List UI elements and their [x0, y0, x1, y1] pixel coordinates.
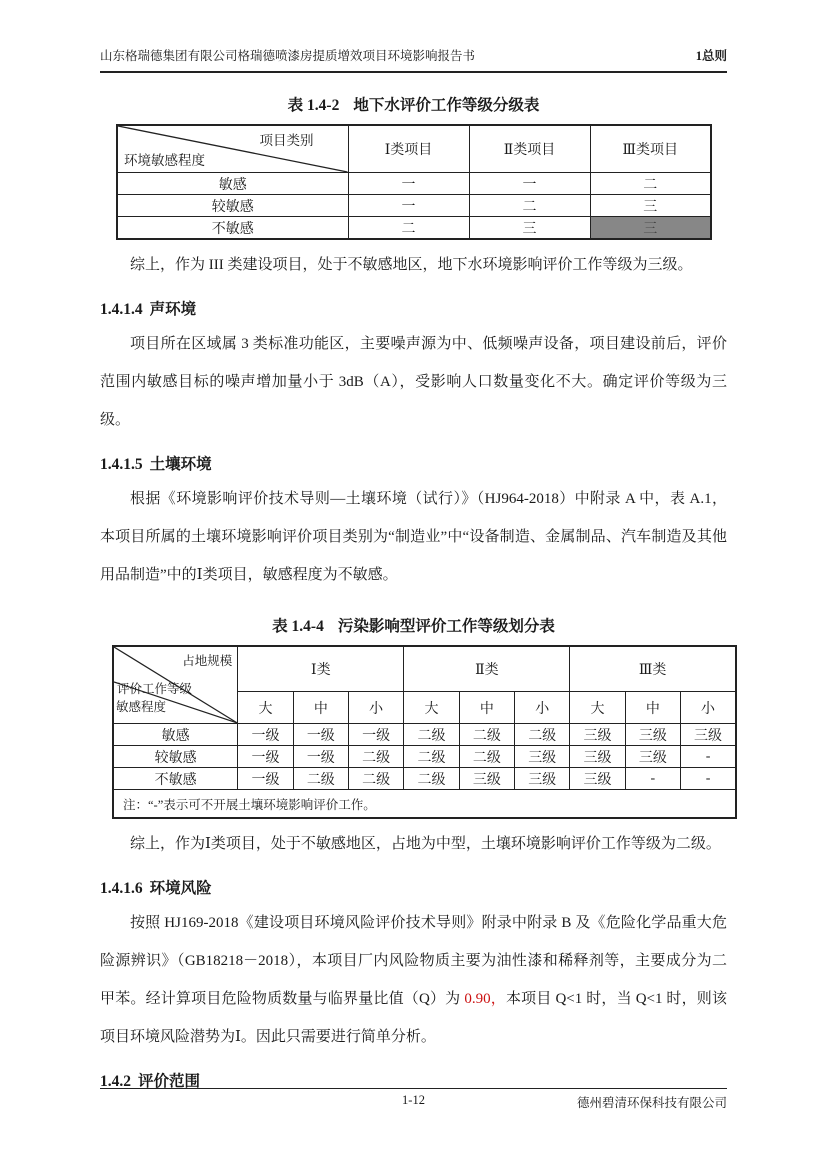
class-header: Ⅱ类 — [404, 646, 570, 692]
row-label: 敏感 — [117, 173, 348, 195]
class-header: Ⅲ类 — [570, 646, 736, 692]
table-cell: 一级 — [238, 724, 293, 746]
table-cell: 一级 — [348, 724, 403, 746]
table-cell: 一 — [348, 195, 469, 217]
table-cell: 二级 — [459, 746, 514, 768]
section-number: 1.4.1.5 — [100, 456, 143, 473]
table-cell: 三级 — [570, 746, 625, 768]
header-report-title: 山东格瑞德集团有限公司格瑞德喷漆房提质增效项目环境影响报告书 — [100, 49, 476, 63]
table-row — [117, 125, 711, 173]
size-header: 中 — [459, 692, 514, 724]
column-header: Ⅲ类项目 — [590, 125, 711, 173]
table-cell: 三级 — [515, 746, 570, 768]
section-number: 1.4.1.6 — [100, 880, 143, 897]
size-header: 中 — [293, 692, 348, 724]
table-cell: 三 — [590, 195, 711, 217]
table-cell: 二级 — [404, 768, 459, 790]
table-soil-title — [100, 614, 727, 636]
table-cell: 三级 — [570, 768, 625, 790]
table-cell: 二 — [590, 173, 711, 195]
size-header: 大 — [404, 692, 459, 724]
table-cell: 三级 — [459, 768, 514, 790]
table-cell: 一级 — [293, 724, 348, 746]
table-cell: 二级 — [293, 768, 348, 790]
paragraph-soil-summary: 综上，作为Ⅰ类项目，处于不敏感地区，占地为中型，土壤环境影响评价工作等级为二级。 — [130, 836, 721, 852]
paragraph-groundwater-summary: 综上，作为 III 类建设项目，处于不敏感地区，地下水环境影响评价工作等级为三级。 — [130, 257, 693, 273]
paragraph-soil: 根据《环境影响评价技术导则—土壤环境（试行）》（HJ964-2018）中附录 A 中，表 A.1，本项目所属的土壤环境影响评价项目类别为“制造业”中“设备制造、金属制品、汽车制造及其他用品制造”中的Ⅰ类项目，敏感程度为不敏感。 — [100, 491, 727, 583]
table-cell: 一 — [348, 173, 469, 195]
section-title: 评价范围 — [138, 1073, 201, 1090]
section-heading-noise — [100, 297, 727, 319]
corner-label-bottom: 敏感程度 — [116, 700, 167, 714]
table-soil-title-text: 污染影响型评价工作等级划分表 — [337, 618, 555, 635]
table-corner-cell — [117, 125, 348, 173]
table-soil-title-number: 表 1.4-4 — [272, 618, 324, 635]
size-header: 小 — [515, 692, 570, 724]
size-header: 小 — [348, 692, 403, 724]
table-row — [117, 217, 711, 240]
corner-label-middle: 评价工作等级 — [117, 682, 193, 696]
table-cell: 三 — [469, 217, 590, 240]
table-cell-highlighted: 三 — [590, 217, 711, 240]
table-cell: 一级 — [238, 768, 293, 790]
row-label: 敏感 — [113, 724, 238, 746]
table-row — [113, 724, 736, 746]
table-cell: - — [625, 768, 680, 790]
header-chapter-label: 1总则 — [695, 49, 727, 63]
table-cell: 三级 — [625, 746, 680, 768]
page-header — [100, 46, 727, 73]
table-cell: 一级 — [293, 746, 348, 768]
table-row — [117, 195, 711, 217]
section-title: 环境风险 — [149, 880, 212, 897]
column-header: Ⅰ类项目 — [348, 125, 469, 173]
table-cell: 一 — [469, 173, 590, 195]
risk-text-after: 本项目 Q<1 时，当 Q<1 时，则该项目环境风险潜势为Ⅰ。因此只需要进行简单分析。 — [100, 991, 727, 1045]
table-cell: - — [681, 746, 736, 768]
table-cell: 二 — [348, 217, 469, 240]
table-cell: 二级 — [404, 724, 459, 746]
table-row — [113, 746, 736, 768]
table-row — [113, 768, 736, 790]
table-cell: 二级 — [348, 746, 403, 768]
class-header: Ⅰ类 — [238, 646, 404, 692]
table-cell: - — [681, 768, 736, 790]
table-row — [113, 646, 736, 692]
table-cell: 三级 — [681, 724, 736, 746]
size-header: 中 — [625, 692, 680, 724]
corner-label-bottom: 环境敏感程度 — [124, 153, 205, 168]
row-label: 不敏感 — [117, 217, 348, 240]
corner-label-top: 项目类别 — [259, 133, 314, 148]
table-soil — [112, 645, 737, 819]
row-label: 较敏感 — [117, 195, 348, 217]
footer-company: 德州碧清环保科技有限公司 — [576, 1096, 727, 1110]
corner-label-top: 占地规模 — [182, 654, 233, 668]
table-cell: 二级 — [404, 746, 459, 768]
section-number: 1.4.1.4 — [100, 301, 143, 318]
section-heading-risk — [100, 876, 727, 898]
paragraph-noise: 项目所在区域属 3 类标准功能区，主要噪声源为中、低频噪声设备，项目建设前后，评价范围内敏感目标的噪声增加量小于 3dB（A），受影响人口数量变化不大。确定评价等级为三级。 — [100, 336, 727, 428]
paragraph-risk — [100, 904, 727, 1056]
table-row — [113, 790, 736, 819]
table-cell: 三级 — [515, 768, 570, 790]
section-title: 土壤环境 — [149, 456, 212, 473]
table-cell: 二 — [469, 195, 590, 217]
section-heading-soil — [100, 452, 727, 474]
section-title: 声环境 — [149, 301, 197, 318]
table-cell: 二级 — [348, 768, 403, 790]
table-corner-cell — [113, 646, 238, 724]
size-header: 大 — [570, 692, 625, 724]
risk-q-value: 0.90， — [464, 991, 506, 1007]
page-footer — [100, 1088, 727, 1111]
column-header: Ⅱ类项目 — [469, 125, 590, 173]
table-note: 注：“-”表示可不开展土壤环境影响评价工作。 — [113, 790, 736, 819]
table-cell: 一级 — [238, 746, 293, 768]
size-header: 大 — [238, 692, 293, 724]
table-groundwater — [116, 124, 712, 240]
table-row — [117, 173, 711, 195]
row-label: 较敏感 — [113, 746, 238, 768]
table-groundwater-title-number: 表 1.4-2 — [287, 97, 340, 114]
risk-text-before: 按照 HJ169-2018《建设项目环境风险评价技术导则》附录中附录 B 及《危险化学品重大危险源辨识》（GB18218－2018），本项目厂内风险物质主要为油性漆和稀释剂等，主要成分为二甲苯。经计算项目危险物质数量与临界量比值（Q）为 — [100, 915, 727, 1007]
row-label: 不敏感 — [113, 768, 238, 790]
table-cell: 三级 — [570, 724, 625, 746]
table-cell: 二级 — [515, 724, 570, 746]
section-number: 1.4.2 — [100, 1073, 131, 1090]
table-groundwater-title — [100, 93, 727, 115]
table-cell: 三级 — [625, 724, 680, 746]
size-header: 小 — [681, 692, 736, 724]
page-number: 1-12 — [402, 1093, 425, 1107]
table-cell: 二级 — [459, 724, 514, 746]
table-groundwater-title-text: 地下水评价工作等级分级表 — [353, 97, 540, 114]
